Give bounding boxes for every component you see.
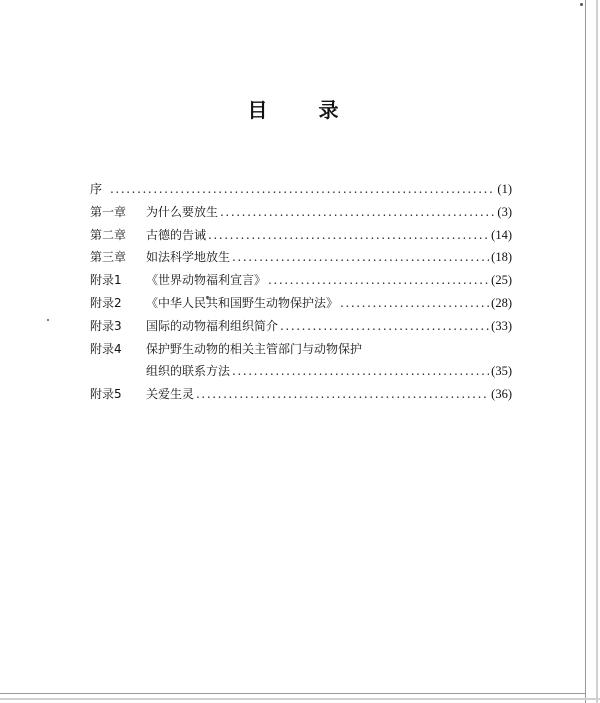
page-title: 目 录 [247, 98, 361, 122]
scan-speck [47, 319, 49, 321]
toc-entry-title: 保护野生动物的相关主管部门与动物保护 [146, 341, 363, 356]
toc-entry-label: 第一章 [90, 204, 127, 219]
toc-entry-chapter-3[interactable] [90, 246, 512, 269]
dot-leader [340, 292, 489, 315]
toc-entry-page: (25) [491, 273, 512, 288]
toc-entry-page: (28) [491, 295, 512, 310]
toc-entry-page: (33) [491, 318, 512, 333]
toc-entry-appendix-4[interactable] [90, 338, 512, 361]
toc-entry-label: 附录5 [90, 387, 122, 402]
toc-entry-appendix-1[interactable] [90, 269, 512, 292]
toc-entry-title: 关爱生灵 [146, 387, 195, 402]
toc-entry-page: (14) [491, 227, 512, 242]
dot-leader [110, 178, 495, 201]
toc-entry-page: (35) [491, 364, 512, 379]
toc-entry-chapter-1[interactable] [90, 201, 512, 224]
dot-leader [268, 269, 489, 292]
toc-entry-title: 《中华人民共和国野生动物保护法》 [146, 295, 339, 310]
toc-entry-title: 古德的告诫 [146, 227, 207, 242]
toc-entry-label: 附录3 [90, 318, 122, 333]
dot-leader [280, 315, 489, 338]
toc-entry-appendix-3[interactable] [90, 315, 512, 338]
toc-entry-preface[interactable] [90, 178, 512, 201]
toc-entry-label: 序 [90, 182, 103, 196]
toc-entry-label: 第三章 [90, 250, 127, 265]
dot-leader [232, 360, 489, 383]
toc-entry-title: 《世界动物福利宣言》 [146, 273, 267, 288]
toc-entry-label: 附录2 [90, 295, 122, 310]
toc-entry-label: 第二章 [90, 227, 127, 242]
toc-entry-page: (3) [497, 204, 512, 219]
toc-entry-chapter-2[interactable] [90, 224, 512, 247]
page-edge-bottom [0, 693, 586, 694]
scan-edge-right [596, 0, 598, 703]
dot-leader [196, 383, 489, 406]
table-of-contents [90, 178, 512, 406]
toc-entry-page: (36) [491, 387, 512, 402]
toc-entry-appendix-5[interactable] [90, 383, 512, 406]
toc-entry-title: 国际的动物福利组织简介 [146, 318, 279, 333]
scan-speck [580, 3, 583, 6]
toc-entry-title-continued: 组织的联系方法 [146, 364, 231, 379]
dot-leader [232, 246, 489, 269]
toc-entry-appendix-4-continued[interactable] [90, 360, 512, 383]
dot-leader [220, 201, 495, 224]
toc-entry-appendix-2[interactable] [90, 292, 512, 315]
toc-entry-label: 附录4 [90, 341, 122, 356]
toc-entry-title: 为什么要放生 [146, 204, 219, 219]
dot-leader [208, 224, 489, 247]
toc-entry-page: (1) [497, 182, 512, 196]
scan-edge-bottom [0, 698, 600, 700]
toc-entry-page: (18) [491, 250, 512, 265]
toc-entry-title: 如法科学地放生 [146, 250, 231, 265]
toc-entry-label: 附录1 [90, 273, 122, 288]
